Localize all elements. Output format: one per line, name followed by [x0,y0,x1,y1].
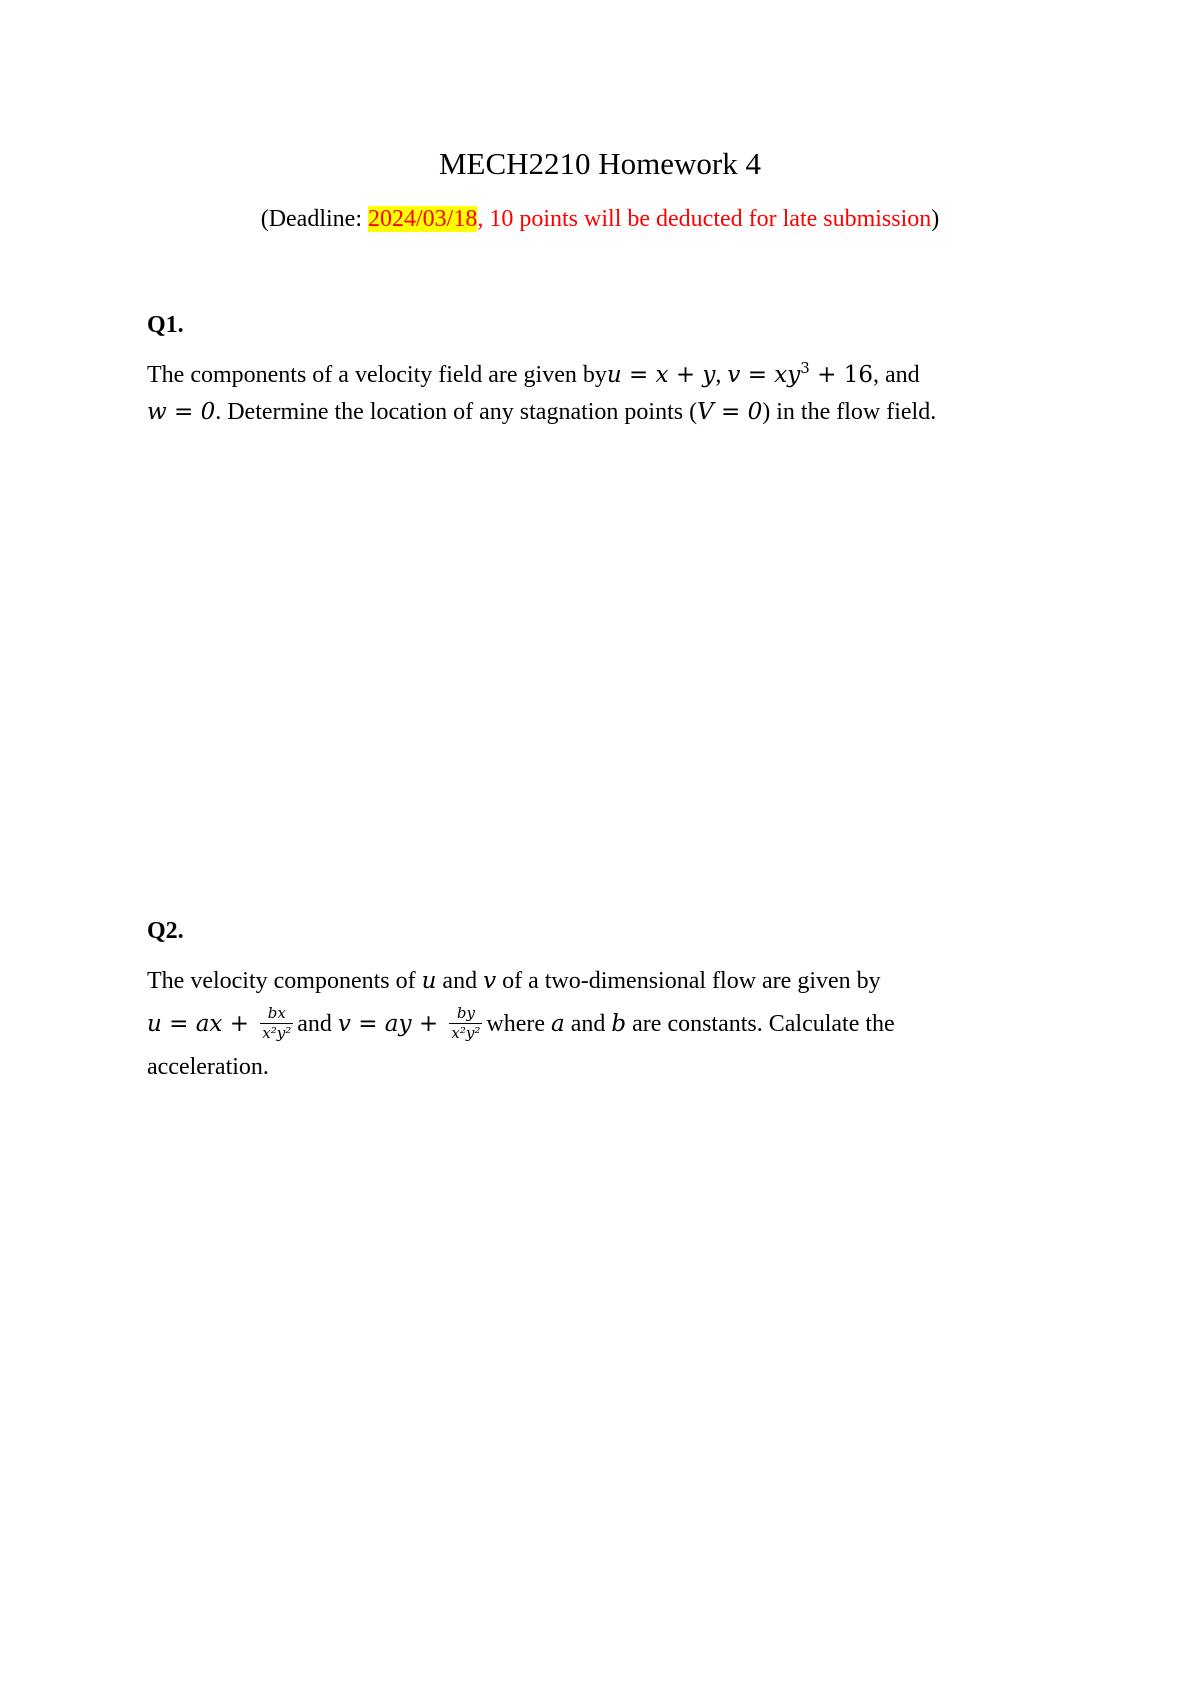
q2-u-denominator: x²y² [262,1024,292,1042]
q2-label: Q2. [147,918,184,944]
q2-text-1: The velocity components of [147,968,422,994]
q2-u-symbol: u [421,968,437,994]
q2-v-denominator: x²y² [451,1024,481,1042]
q2-text-3: where [486,1011,552,1038]
deadline-close: ) [931,206,940,232]
q2-text-5: acceleration. [147,1054,269,1080]
q1-sep: , [715,362,728,388]
q1-text-2: , and [873,362,920,388]
q2-u-equation: u = ax + [147,1011,257,1038]
q2-text-4: are constants. Calculate the [626,1011,895,1038]
document-title: MECH2210 Homework 4 [438,146,762,181]
q2-line-1 [147,963,1077,1000]
q1-line-1 [147,357,1077,394]
q1-v-tail: + 16 [809,362,873,388]
q1-w-equation: w = 0 [147,399,216,425]
q1-u-equation: u = x + y [606,362,716,388]
q2-v-equation: v = ay + [337,1011,446,1038]
q2-line-3 [147,1049,1077,1086]
late-penalty-note: 10 points will be deducted for late submission [483,206,932,232]
q2-a-symbol: a [551,1011,565,1038]
q1-text-4: ) in the flow field. [762,399,937,425]
q1-line-2 [147,394,1077,431]
q2-text [147,963,1077,1086]
q1-text [147,357,1077,431]
q2-and-1: and [436,968,484,994]
q2-line-2 [147,1006,1077,1045]
q2-u-fraction [260,1004,293,1043]
q1-text-1: The components of a velocity field are given by [147,362,607,388]
q2-u-numerator: bx [260,1004,293,1024]
q2-b-symbol: b [611,1011,627,1038]
q2-and-3: and [564,1011,612,1038]
deadline-line [0,206,1200,233]
deadline-open: (Deadline: [260,206,368,232]
q2-text-2: of a two-dimensional flow are given by [496,968,881,994]
q2-v-numerator: by [449,1004,482,1024]
q1-text-3: . Determine the location of any stagnation points ( [215,399,698,425]
q2-v-symbol: v [483,968,497,994]
deadline-comma: , [477,206,484,232]
q1-V-equation: V = 0 [697,399,763,425]
q1-v-equation: v = xy [727,362,801,388]
q2-and-2: and [297,1011,338,1038]
deadline-date: 2024/03/18 [368,206,478,232]
q2-v-fraction [449,1004,482,1043]
q1-v-exponent: 3 [800,359,810,377]
q1-label: Q1. [147,312,184,338]
